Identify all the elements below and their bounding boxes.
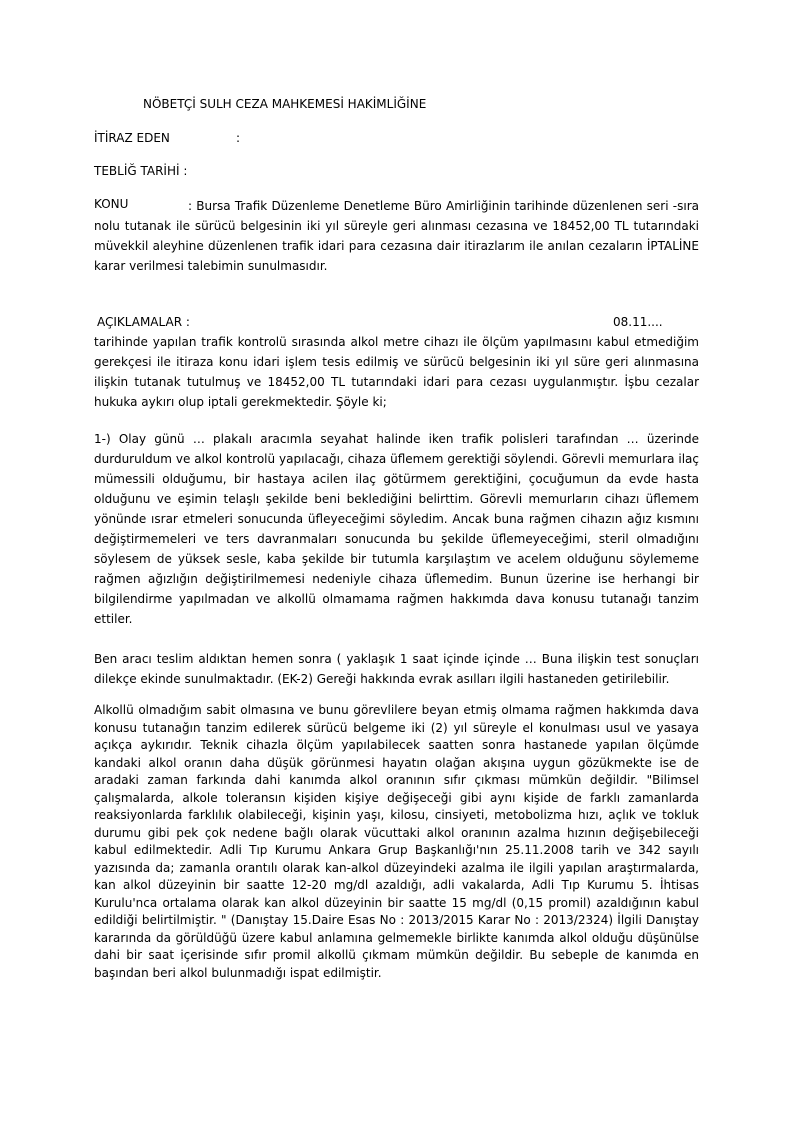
- paragraph-3: Alkollü olmadığım sabit olmasına ve bunu görevlilere beyan etmiş olmama rağmen hakkımda dava konusu tutanağın tanzim edilerek sürücü belgeme iki (2) yıl süreyle el konulması usul ve yasaya açıkça aykırıdır. Teknik cihazla ölçüm yapılabilecek saatten sonra hastanede yapılan ölçümde kandaki alkol oranın daha düşük görünmesi hayatın olağan akışına uygun gözükmekte ise de aradaki zaman farkında dahi kanımda alkol oranının sıfır çıkması mümkün değildir. "Bilimsel çalışmalarda, alkole toleransın kişiden kişiye değişeceği gibi aynı kişide de farklı zamanlarda reaksiyonlarda farklılık olabileceği, kişinin yaşı, kilosu, cinsiyeti, metobolizma hızı, açlık ve tokluk durumu gibi pek çok nedene bağlı olarak vücuttaki alkol oranının azalma hızının değişebileceği kabul edilmektedir. Adli Tıp Kurumu Ankara Grup Başkanlığı'nın 25.11.2008 tarih ve 342 sayılı yazısında da; zamanla orantılı olarak kan-alkol düzeyindeki azalma ile ilgili yapılan araştırmalarda, kan alkol düzeyinin bir saatte 12-20 mg/dl azaldığı, adli vakalarda, Adli Tıp Kurumu 5. İhtisas Kurulu'nca ortalama olarak kan alkol düzeyinin bir saatte 15 mg/dl (0,15 promil) azaldığının kabul edildiği belirtilmiştir. " (Danıştay 15.Daire Esas No : 2013/2015 Karar No : 2013/2324) İlgili Danıştay kararında da görüldüğü üzere kabul anlamına gelmemekle birlikte kanımda alkol olduğu düşünülse dahi bir saat içerisinde sıfır promil alkollü çıkmam mümkün değildir. Bu sebeple de kanımda en başından beri alkol bulunmadığı ispat edilmiştir.: [94, 703, 699, 980]
- aciklamalar-date: 08.11....: [613, 315, 663, 329]
- itiraz-eden-label: İTİRAZ EDEN: [94, 131, 170, 145]
- paragraph-2: Ben aracı teslim aldıktan hemen sonra ( yaklaşık 1 saat içinde içinde … Buna ilişkin test sonuçları dilekçe ekinde sunulmaktadır. (EK-2) Gereği hakkında evrak asılları ilgili hastaneden getirilebilir.: [94, 652, 699, 686]
- teblig-tarihi-label: TEBLİĞ TARİHİ :: [94, 164, 188, 178]
- aciklamalar-label: AÇIKLAMALAR :: [97, 315, 190, 329]
- document-title: NÖBETÇİ SULH CEZA MAHKEMESİ HAKİMLİĞİNE: [143, 97, 427, 111]
- paragraph-1: 1-) Olay günü … plakalı aracımla seyahat halinde iken trafik polisleri tarafından … üzerinde durduruldum ve alkol kontrolü yapılacağı, cihaza üflemem gerektiği söylendi. Görevli memurlara ilaç mümessili olduğumu, bir hastaya acilen ilaç götürmem gerektiğini, çocuğumun da evde hasta olduğunu ve eşimin telaşlı şekilde beni beklediğini belirttim. Görevli memurların cihazı üflemem yönünde ısrar etmeleri sonucunda üfleyeceğimi söyledim. Ancak buna rağmen cihazın ağız kısmını değiştirmemeleri ve ters davranmaları sonucunda bu şekilde üflemeyeceğimi, steril olmadığını söylesem de yüksek sesle, kaba şekilde bir tutumla karşılaştım ve acelem olduğunu söylememe rağmen ağızlığın değiştirilmemesi nedeniyle cihaza üflemedim. Bunun üzerine ise herhangi bir bilgilendirme yapılmadan ve alkollü olmamama rağmen hakkımda dava konusu tutanağı tanzim ettiler.: [94, 432, 699, 626]
- aciklamalar-paragraph: tarihinde yapılan trafik kontrolü sırasında alkol metre cihazı ile ölçüm yapılmasını kabul etmediğim gerekçesi ile itiraza konu idari işlem tesis edilmiş ve sürücü belgesinin iki yıl süre geri alınmasına ilişkin tutanak tutulmuş ve 18452,00 TL tutarındaki idari para cezası uygulanmıştır. İşbu cezalar hukuka aykırı olup iptali gerekmektedir. Şöyle ki;: [94, 335, 699, 409]
- itiraz-eden-colon: :: [236, 131, 241, 145]
- konu-label: KONU: [94, 197, 129, 211]
- konu-paragraph: : Bursa Trafik Düzenleme Denetleme Büro Amirliğinin tarihinde düzenlenen seri -sıra nolu tutanak ile sürücü belgesinin iki yıl süreyle geri alınması cezasına ve 18452,00 TL tutarındaki müvekkil aleyhine düzenlenen trafik idari para cezasına dair itirazlarım ile anılan cezaların İPTALİNE karar verilmesi talebimin sunulmasıdır.: [94, 199, 699, 273]
